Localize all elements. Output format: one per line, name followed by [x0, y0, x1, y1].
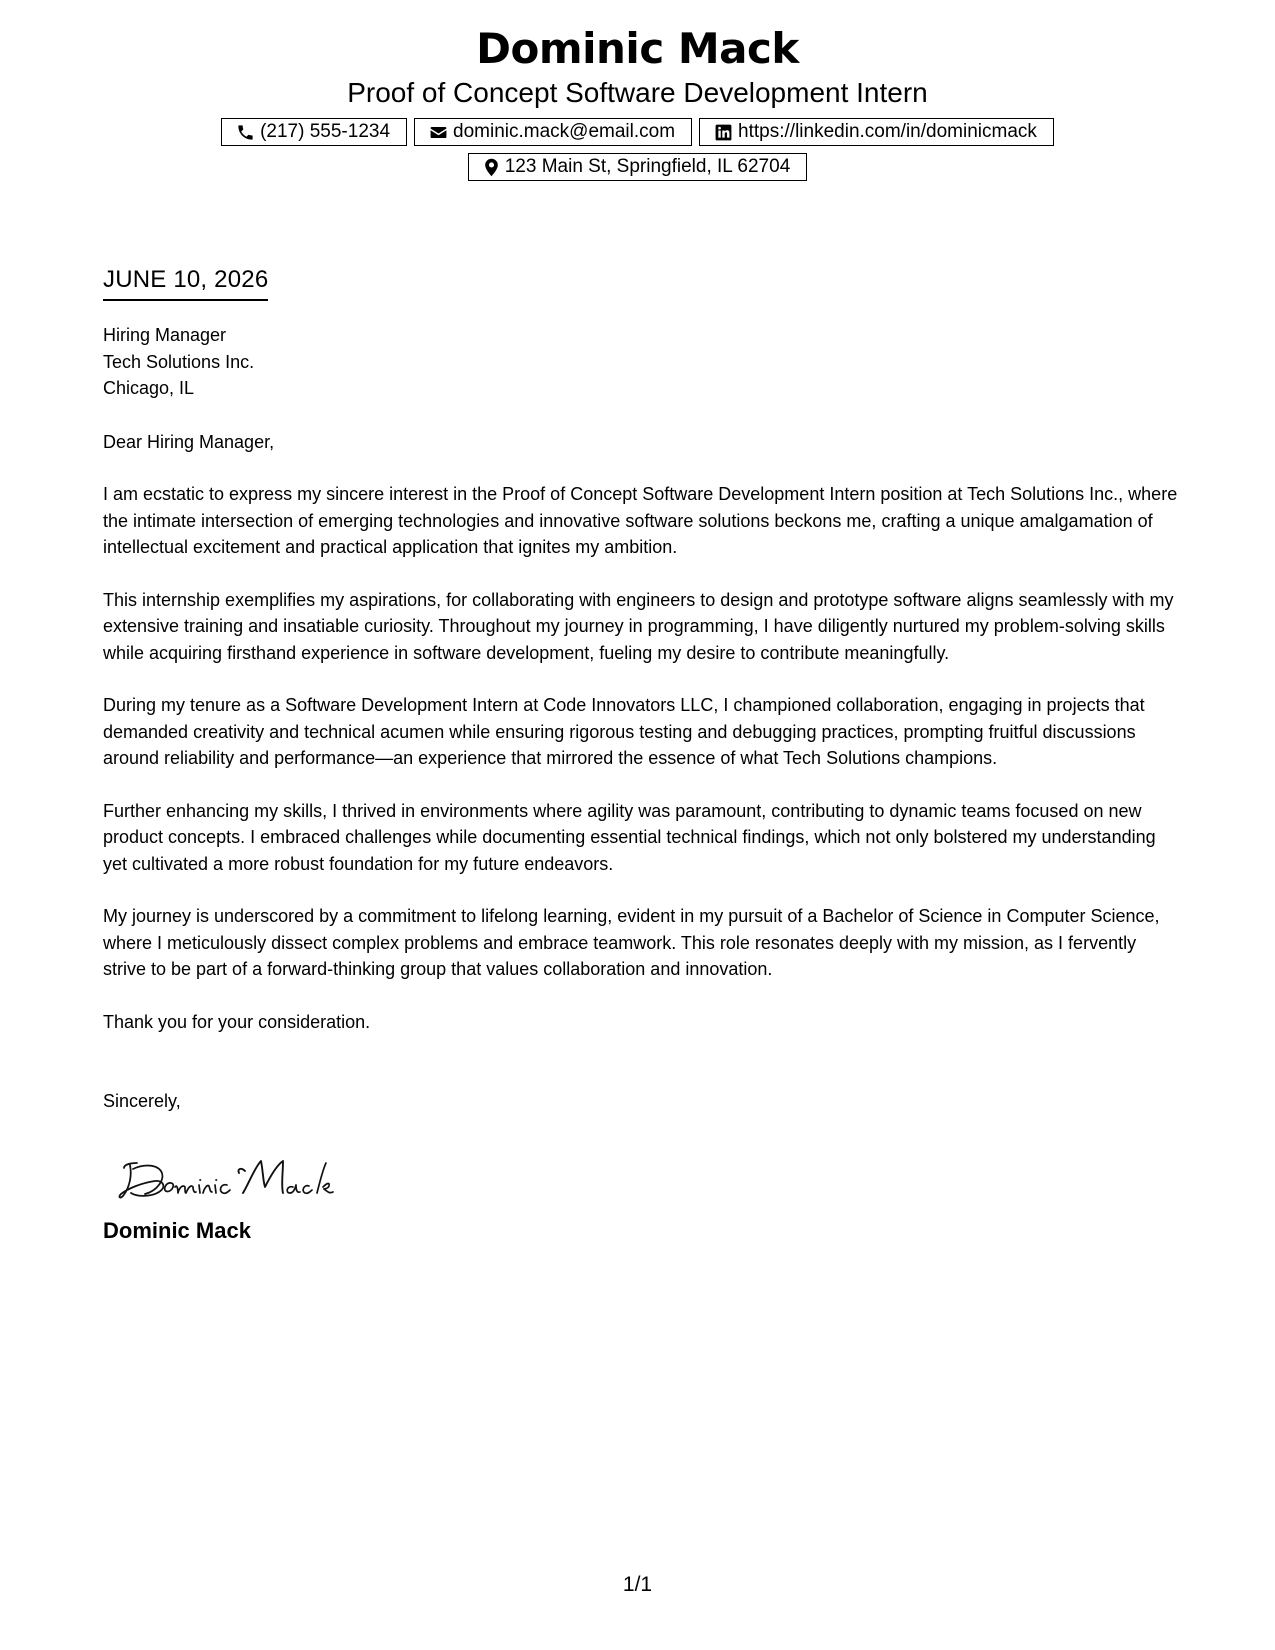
closing: Sincerely, — [103, 1091, 181, 1111]
map-marker-icon — [483, 158, 500, 177]
applicant-name: Dominic Mack — [476, 24, 799, 73]
contact-email — [414, 118, 692, 146]
letter-date: JUNE 10, 2026 — [103, 265, 268, 301]
recipient-title: Hiring Manager — [103, 325, 227, 345]
contact-email-text: dominic.mack@email.com — [453, 121, 676, 142]
applicant-job-title: Proof of Concept Software Development Intern — [347, 77, 928, 108]
signature-image — [115, 1149, 1183, 1207]
recipient-location: Chicago, IL — [103, 378, 195, 398]
contact-phone — [221, 118, 407, 146]
signer-name: Dominic Mack — [103, 1217, 251, 1243]
contact-phone-text: (217) 555-1234 — [260, 121, 391, 142]
thank-you-line: Thank you for your consideration. — [103, 1011, 371, 1032]
recipient-company: Tech Solutions Inc. — [103, 351, 255, 372]
phone-icon — [236, 123, 255, 142]
linkedin-icon — [714, 123, 733, 142]
body-paragraph: My journey is underscored by a commitment to lifelong learning, evident in my pursuit of a Bachelor of Science in Computer Science, where I meticulously dissect complex problems and embrace teamwork. This role resonates deeply with my mission, as I fervently strive to be part of a forward-thinking group that values collaboration and innovation. — [103, 906, 1160, 979]
contact-row — [0, 118, 1275, 146]
letter-body — [103, 265, 1183, 1246]
body-paragraph: This internship exemplifies my aspirations, for collaborating with engineers to design and prototype software aligns seamlessly with my extensive training and insatiable curiosity. Throughout my journey in programming, I have diligently nurtured my problem-solving skills while acquiring firsthand experience in software development, fueling my desire to contribute meaningfully. — [103, 589, 1174, 663]
body-paragraph: I am ecstatic to express my sincere interest in the Proof of Concept Software Development Intern position at Tech Solutions Inc., where the intimate intersection of emerging technologies and innovative software solutions beckons me, crafting a unique amalgamation of intellectual excitement and practical application that ignites my ambition. — [103, 484, 1178, 557]
salutation: Dear Hiring Manager, — [103, 431, 275, 452]
contact-address-text: 123 Main St, Springfield, IL 62704 — [504, 156, 791, 177]
contact-row-address — [0, 153, 1275, 181]
page-number: 1/1 — [622, 1573, 653, 1596]
envelope-icon — [429, 123, 448, 142]
contact-address — [468, 153, 808, 181]
body-paragraph: During my tenure as a Software Development Intern at Code Innovators LLC, I championed collaboration, engaging in projects that demanded creativity and technical acumen while ensuring rigorous testing and debugging practices, prompting fruitful discussions around reliability and performance—an experience that mirrored the essence of what Tech Solutions champions. — [103, 695, 1145, 768]
letter-header — [0, 22, 1275, 181]
contact-linkedin — [699, 118, 1054, 146]
recipient-block — [103, 322, 1183, 402]
contact-linkedin-text: https://linkedin.com/in/dominicmack — [738, 121, 1037, 142]
body-paragraph: Further enhancing my skills, I thrived in environments where agility was paramount, contributing to dynamic teams focused on new product concepts. I embraced challenges while documenting essential technical findings, which not only bolstered my understanding yet cultivated a more robust foundation for my future endeavors. — [103, 800, 1156, 874]
